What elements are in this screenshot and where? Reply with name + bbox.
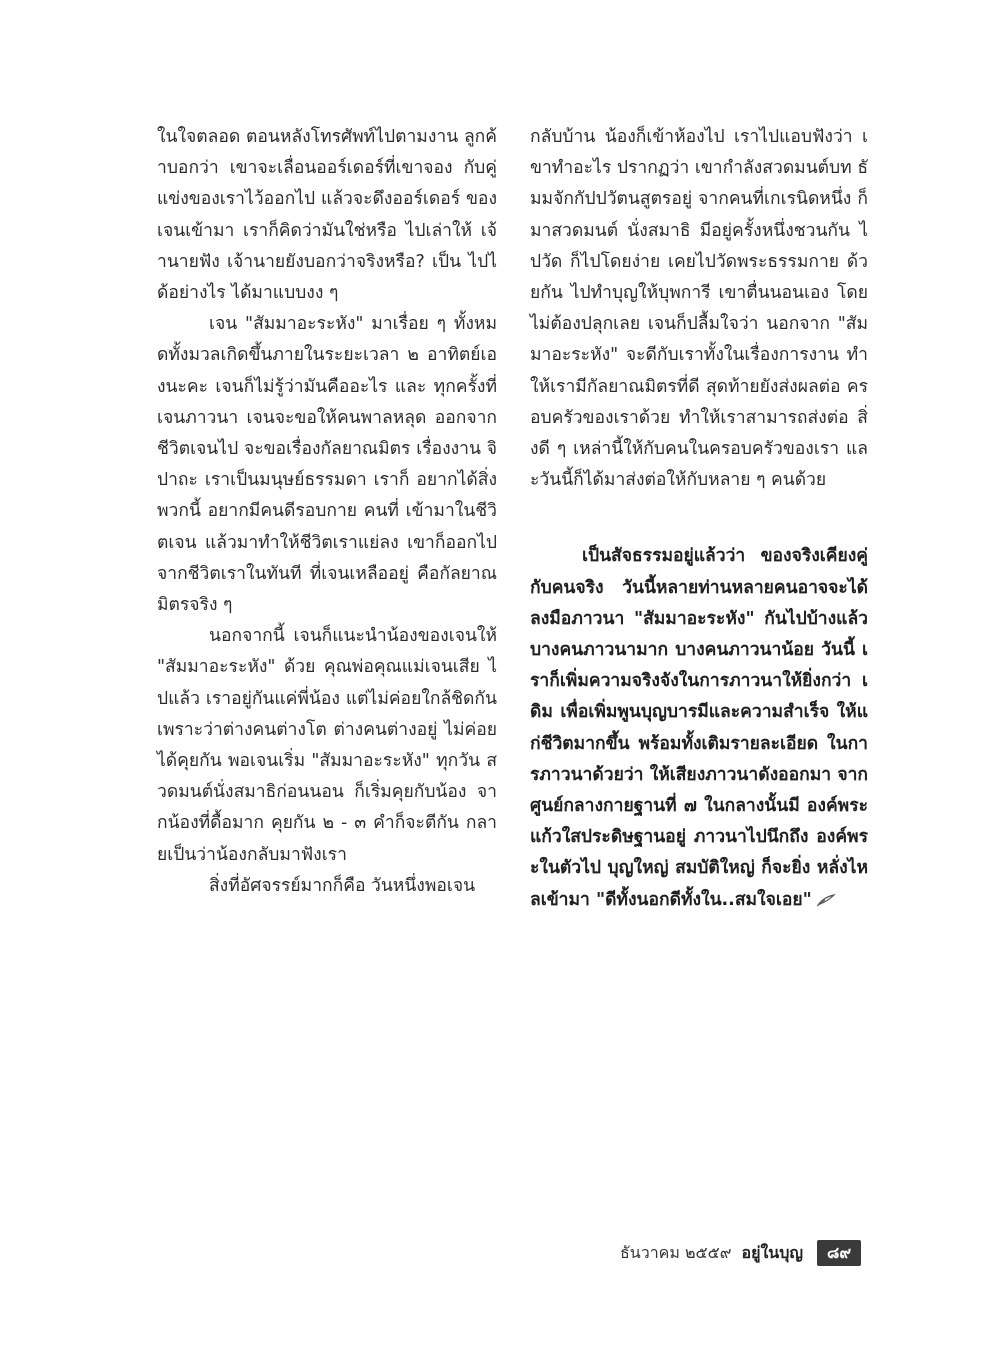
- closing-bold-text: เป็นสัจธรรมอยู่แล้วว่า ของจริงเคียงคู่ กับคนจริง วันนี้หลายท่านหลายคนอาจจะได้ ลงมือภาวนา "สัมมาอะระหัง" กันไปบ้างแล้ว บางคนภาวนามาก บางคนภาวนาน้อย วันนี้ เราก็เพิ่มความจริงจังในการภาวนาให้ยิ่งกว่า เดิม เพื่อเพิ่มพูนบุญบารมีและความสำเร็จ ให้แก่ชีวิตมากขึ้น พร้อมทั้งเติมรายละเอียด ในการภาวนาด้วยว่า ให้เสียงภาวนาดังออกมา จากศูนย์กลางกายฐานที่ ๗ ในกลางนั้นมี องค์พระแก้วใสประดิษฐานอยู่ ภาวนาไปนึกถึง องค์พระในตัวไป บุญใหญ่ สมบัติใหญ่ ก็จะยิ่ง หลั่งไหลเข้ามา "ดีทั้งนอกดีทั้งใน..สมใจเอย": [530, 546, 868, 910]
- left-paragraph-2: เจน "สัมมาอะระหัง" มาเรื่อย ๆ ทั้งหมดทั้งมวลเกิดขึ้นภายในระยะเวลา ๒ อาทิตย์เองนะคะ เจนก็ไม่รู้ว่ามันคืออะไร และ ทุกครั้งที่เจนภาวนา เจนจะขอให้คนพาลหลุด ออกจากชีวิตเจนไป จะขอเรื่องกัลยาณมิตร เรื่องงาน จิปาถะ เราเป็นมนุษย์ธรรมดา เราก็ อยากได้สิ่งพวกนี้ อยากมีคนดีรอบกาย คนที่ เข้ามาในชีวิตเจน แล้วมาทำให้ชีวิตเราแย่ลง เขาก็ออกไปจากชีวิตเราในทันที ที่เจนเหลืออยู่ คือกัลยาณมิตรจริง ๆ: [157, 314, 497, 616]
- left-paragraph-4: สิ่งที่อัศจรรย์มากก็คือ วันหนึ่งพอเจน: [209, 875, 476, 896]
- right-paragraph-1: กลับบ้าน น้องก็เข้าห้องไป เราไปแอบฟังว่า เขาทำอะไร ปรากฏว่า เขากำลังสวดมนต์บท ธัมมจักกัปปวัตนสูตรอยู่ จากคนที่เกเรนิดหนึ่ง ก็มาสวดมนต์ นั่งสมาธิ มีอยู่ครั้งหนึ่งชวนกัน ไปวัด ก็ไปโดยง่าย เคยไปวัดพระธรรมกาย ด้วยกัน ไปทำบุญให้บุพการี เขาตื่นนอนเอง โดยไม่ต้องปลุกเลย เจนก็ปลื้มใจว่า นอกจาก "สัมมาอะระหัง" จะดีกับเราทั้งในเรื่องการงาน ทำให้เรามีกัลยาณมิตรที่ดี สุดท้ายยังส่งผลต่อ ครอบครัวของเราด้วย ทำให้เราสามารถส่งต่อ สิ่งดี ๆ เหล่านี้ให้กับคนในครอบครัวของเรา และวันนี้ก็ได้มาส่งต่อให้กับหลาย ๆ คนด้วย: [530, 127, 868, 491]
- footer-date: ธันวาคม ๒๕๕๙: [620, 1242, 732, 1262]
- page-number: ๘๙: [817, 1240, 861, 1266]
- right-column: [530, 122, 868, 916]
- left-column: [157, 122, 497, 902]
- page-footer: [620, 1240, 861, 1266]
- quill-end-icon: [816, 893, 836, 907]
- left-paragraph-1: ในใจตลอด ตอนหลังโทรศัพท์ไปตามงาน ลูกค้าบอกว่า เขาจะเลื่อนออร์เดอร์ที่เขาจอง กับคู่แข่งของเราไว้ออกไป แล้วจะดึงออร์เดอร์ ของเจนเข้ามา เราก็คิดว่ามันใช่หรือ ไปเล่าให้ เจ้านายฟัง เจ้านายยังบอกว่าจริงหรือ? เป็น ไปได้อย่างไร ได้มาแบบงง ๆ: [157, 127, 497, 304]
- left-paragraph-3: นอกจากนี้ เจนก็แนะนำน้องของเจนให้ "สัมมาอะระหัง" ด้วย คุณพ่อคุณแม่เจนเสีย ไปแล้ว เราอยู่กันแค่พี่น้อง แต่ไม่ค่อยใกล้ชิดกัน เพราะว่าต่างคนต่างโต ต่างคนต่างอยู่ ไม่ค่อย ได้คุยกัน พอเจนเริ่ม "สัมมาอะระหัง" ทุกวัน สวดมนต์นั่งสมาธิก่อนนอน ก็เริ่มคุยกับน้อง จากน้องที่ดื้อมาก คุยกัน ๒ - ๓ คำก็จะตีกัน กลายเป็นว่าน้องกลับมาฟังเรา: [157, 626, 497, 865]
- footer-magazine-name: อยู่ในบุญ: [741, 1242, 804, 1262]
- closing-bold-paragraph: [530, 541, 868, 915]
